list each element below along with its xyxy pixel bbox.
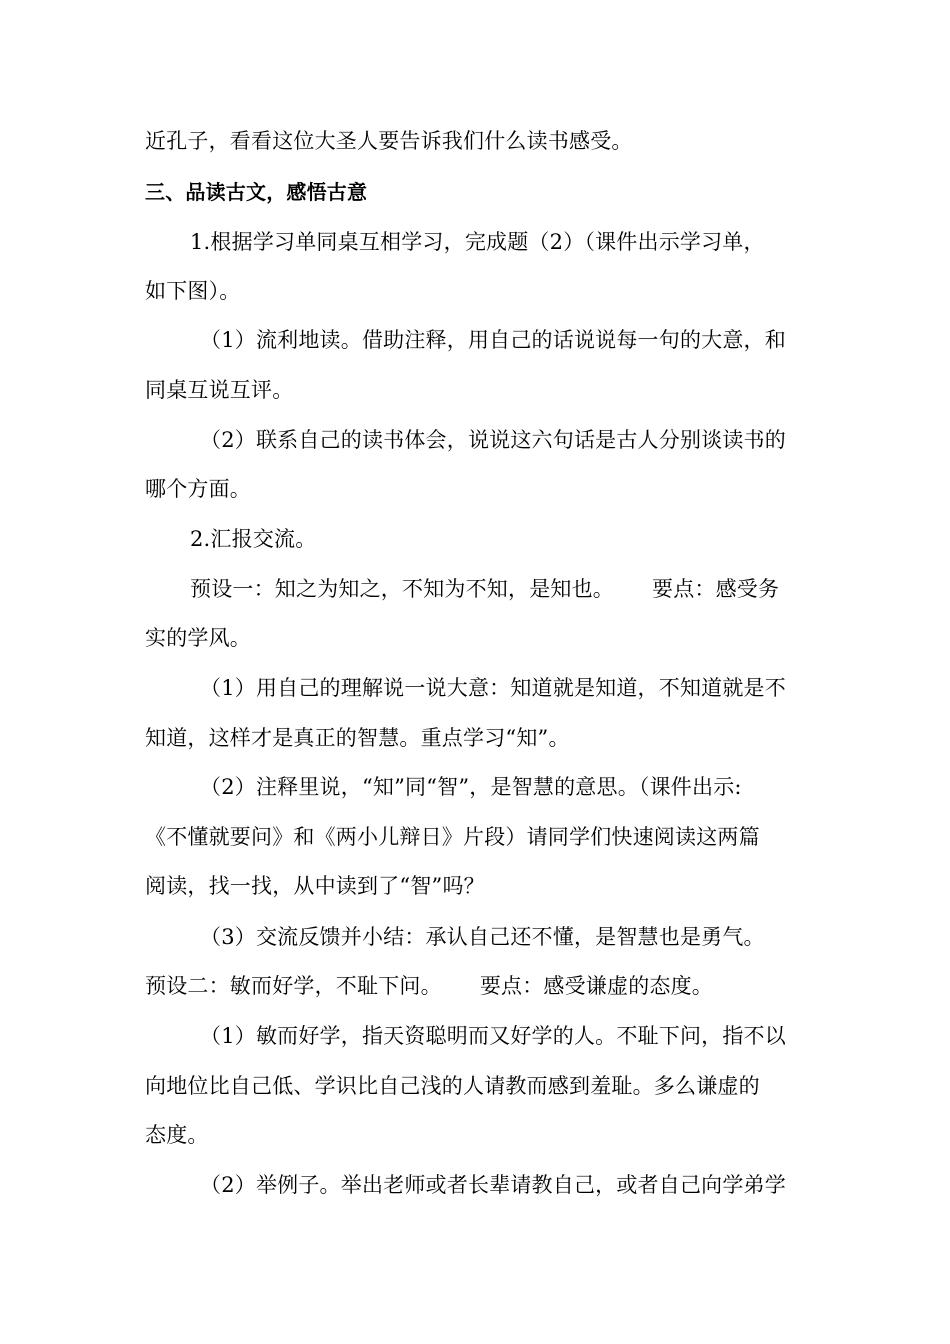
paragraph-line: （1）敏而好学，指天资聪明而又好学的人。不耻下问，指不以	[200, 1024, 786, 1048]
paragraph-line: 向地位比自己低、学识比自己浅的人请教而感到羞耻。多么谦虚的	[145, 1074, 760, 1098]
paragraph-line: （3）交流反馈并小结：承认自己还不懂，是智慧也是勇气。	[200, 925, 765, 949]
paragraph-line: 哪个方面。	[145, 477, 251, 501]
paragraph-line: 阅读，找一找，从中读到了“智”吗？	[145, 874, 485, 898]
paragraph-line: （1）流利地读。借助注释，用自己的话说说每一句的大意，和	[200, 328, 786, 352]
paragraph-line	[145, 971, 713, 1001]
paragraph-line	[190, 574, 779, 604]
paragraph-line: 2.汇报交流。	[190, 527, 317, 551]
paragraph-line: （2）注释里说，“知”同“智”，是智慧的意思。（课件出示:	[200, 775, 742, 799]
preset-two-text: 预设二：敏而好学，不耻下问。	[145, 974, 442, 998]
paragraph-line: 《不懂就要问》和《两小儿辩日》片段）请同学们快速阅读这两篇	[145, 825, 760, 849]
paragraph-line: 实的学风。	[145, 626, 251, 650]
paragraph-line: （1）用自己的理解说一说大意：知道就是知道，不知道就是不	[200, 676, 786, 700]
paragraph-line: 知道，这样才是真正的智慧。重点学习“知”。	[145, 726, 570, 750]
paragraph-line: （2）联系自己的读书体会，说说这六句话是古人分别谈读书的	[200, 428, 786, 452]
paragraph-line: 1.根据学习单同桌互相学习，完成题（2）（课件出示学习单，	[190, 230, 765, 254]
key-point-label: 要点：感受务	[652, 577, 780, 601]
paragraph-line: （2）举例子。举出老师或者长辈请教自己，或者自己向学弟学	[200, 1173, 786, 1197]
preset-one-text: 预设一：知之为知之，不知为不知，是知也。	[190, 577, 614, 601]
paragraph-line: 态度。	[145, 1123, 209, 1147]
paragraph-line: 如下图）。	[145, 279, 241, 303]
key-point-label: 要点：感受谦虚的态度。	[479, 974, 714, 998]
section-heading: 三、品读古文，感悟古意	[145, 180, 368, 204]
paragraph-line: 近孔子，看看这位大圣人要告诉我们什么读书感受。	[145, 129, 633, 153]
paragraph-line: 同桌互说互评。	[145, 378, 294, 402]
